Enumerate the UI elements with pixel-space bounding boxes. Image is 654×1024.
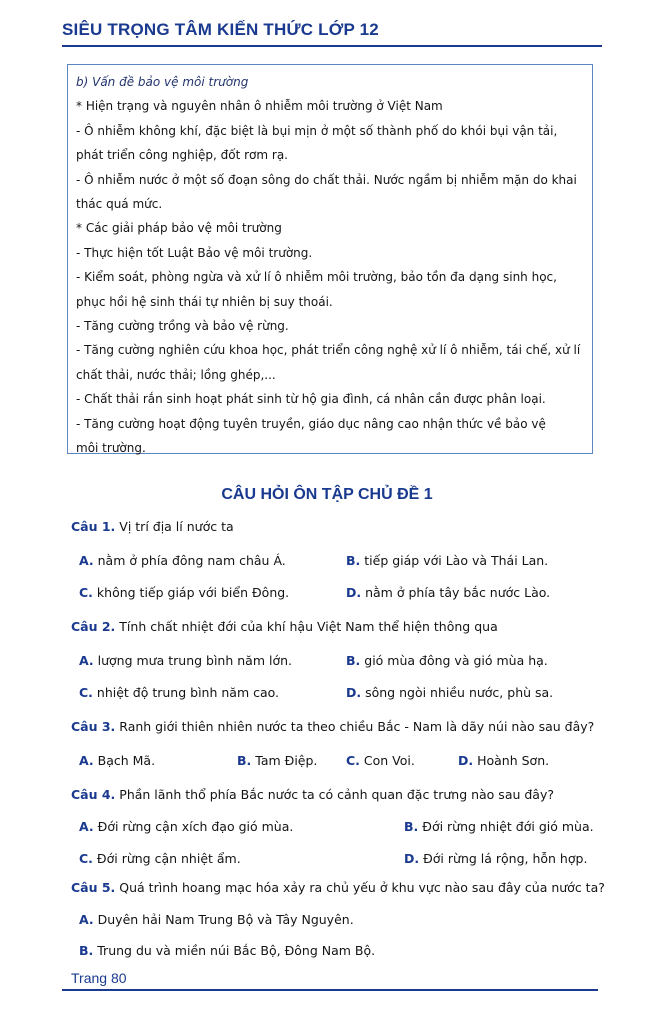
question-4 bbox=[71, 787, 554, 802]
option-label: B. bbox=[346, 553, 361, 568]
box-line: - Kiểm soát, phòng ngừa và xử lí ô nhiễm môi trường, bảo tồn đa dạng sinh học, bbox=[76, 270, 557, 285]
page-number: Trang 80 bbox=[71, 970, 127, 986]
box-subheading: b) Vấn đề bảo vệ môi trường bbox=[76, 75, 249, 89]
option-text: Đới rừng cận xích đạo gió mùa. bbox=[93, 819, 294, 834]
option-text: Đới rừng lá rộng, hỗn hợp. bbox=[419, 851, 588, 866]
option-label: A. bbox=[79, 753, 94, 768]
question-text: Quá trình hoang mạc hóa xảy ra chủ yếu ở khu vực nào sau đây của nước ta? bbox=[115, 880, 605, 895]
option-1a bbox=[79, 553, 286, 568]
option-1d bbox=[346, 585, 550, 600]
box-line: - Ô nhiễm nước ở một số đoạn sông do chất thải. Nước ngầm bị nhiễm mặn do khai bbox=[76, 172, 577, 187]
option-3d bbox=[458, 753, 549, 768]
question-label: Câu 1. bbox=[71, 519, 116, 534]
option-text: Tam Điệp. bbox=[251, 753, 318, 768]
page-header bbox=[62, 20, 602, 40]
option-text: Trung du và miền núi Bắc Bộ, Đông Nam Bộ. bbox=[93, 943, 376, 958]
box-line: * Các giải pháp bảo vệ môi trường bbox=[76, 221, 282, 236]
question-text: Vị trí địa lí nước ta bbox=[115, 519, 234, 534]
summary-box bbox=[67, 64, 593, 454]
box-line: - Tăng cường trồng và bảo vệ rừng. bbox=[76, 319, 289, 334]
option-text: sông ngòi nhiều nước, phù sa. bbox=[361, 685, 554, 700]
box-line: phục hồi hệ sinh thái tự nhiên bị suy thoái. bbox=[76, 294, 333, 309]
section-title: CÂU HỎI ÔN TẬP CHỦ ĐỀ 1 bbox=[221, 486, 433, 503]
question-label: Câu 3. bbox=[71, 719, 116, 734]
option-text: Đới rừng nhiệt đới gió mùa. bbox=[418, 819, 594, 834]
option-label: C. bbox=[346, 753, 360, 768]
option-label: A. bbox=[79, 912, 94, 927]
option-label: B. bbox=[346, 653, 361, 668]
box-line: - Chất thải rắn sinh hoạt phát sinh từ hộ gia đình, cá nhân cần được phân loại. bbox=[76, 392, 546, 407]
option-text: Đới rừng cận nhiệt ẩm. bbox=[92, 851, 241, 866]
option-4a bbox=[79, 819, 293, 834]
option-2b bbox=[346, 653, 548, 668]
option-text: Con Voi. bbox=[359, 753, 415, 768]
option-text: tiếp giáp với Lào và Thái Lan. bbox=[360, 553, 549, 568]
option-label: C. bbox=[79, 585, 93, 600]
option-label: B. bbox=[404, 819, 419, 834]
option-2c bbox=[79, 685, 279, 700]
header-divider bbox=[62, 45, 602, 47]
option-4b bbox=[404, 819, 594, 834]
question-text: Ranh giới thiên nhiên nước ta theo chiều Bắc - Nam là dãy núi nào sau đây? bbox=[115, 719, 595, 734]
question-label: Câu 5. bbox=[71, 880, 116, 895]
option-3c bbox=[346, 753, 415, 768]
box-line: chất thải, nước thải; lồng ghép,... bbox=[76, 367, 276, 382]
option-4d bbox=[404, 851, 587, 866]
option-text: nằm ở phía đông nam châu Á. bbox=[93, 553, 286, 568]
option-label: D. bbox=[458, 753, 474, 768]
box-line: - Ô nhiễm không khí, đặc biệt là bụi mịn ở một số thành phố do khói bụi vận tải, bbox=[76, 123, 558, 138]
option-text: lượng mưa trung bình năm lớn. bbox=[93, 653, 293, 668]
question-2 bbox=[71, 619, 498, 634]
option-2a bbox=[79, 653, 292, 668]
option-label: C. bbox=[79, 685, 93, 700]
option-label: A. bbox=[79, 553, 94, 568]
option-text: Bạch Mã. bbox=[93, 753, 156, 768]
option-text: nhiệt độ trung bình năm cao. bbox=[92, 685, 280, 700]
option-label: D. bbox=[346, 585, 362, 600]
box-line: * Hiện trạng và nguyên nhân ô nhiễm môi trường ở Việt Nam bbox=[76, 99, 443, 114]
box-line: - Thực hiện tốt Luật Bảo vệ môi trường. bbox=[76, 245, 313, 260]
option-text: Duyên hải Nam Trung Bộ và Tây Nguyên. bbox=[93, 912, 354, 927]
footer-divider bbox=[62, 989, 598, 991]
book-title: SIÊU TRỌNG TÂM KIẾN THỨC LỚP 12 bbox=[62, 20, 379, 39]
option-3a bbox=[79, 753, 155, 768]
box-line: - Tăng cường hoạt động tuyên truyền, giáo dục nâng cao nhận thức về bảo vệ bbox=[76, 416, 546, 431]
box-line: - Tăng cường nghiên cứu khoa học, phát triển công nghệ xử lí ô nhiễm, tái chế, xử lí bbox=[76, 343, 581, 358]
option-label: C. bbox=[79, 851, 93, 866]
option-label: B. bbox=[237, 753, 252, 768]
question-3 bbox=[71, 719, 594, 734]
question-label: Câu 2. bbox=[71, 619, 116, 634]
option-5a bbox=[79, 912, 354, 927]
option-1c bbox=[79, 585, 289, 600]
option-label: B. bbox=[79, 943, 94, 958]
box-line: thác quá mức. bbox=[76, 197, 163, 212]
option-2d bbox=[346, 685, 553, 700]
question-1 bbox=[71, 519, 234, 534]
option-3b bbox=[237, 753, 317, 768]
option-label: D. bbox=[346, 685, 362, 700]
option-text: nằm ở phía tây bắc nước Lào. bbox=[361, 585, 551, 600]
option-label: A. bbox=[79, 653, 94, 668]
option-4c bbox=[79, 851, 241, 866]
option-label: D. bbox=[404, 851, 420, 866]
option-text: gió mùa đông và gió mùa hạ. bbox=[360, 653, 548, 668]
option-text: không tiếp giáp với biển Đông. bbox=[92, 585, 290, 600]
question-label: Câu 4. bbox=[71, 787, 116, 802]
option-text: Hoành Sơn. bbox=[473, 753, 550, 768]
option-label: A. bbox=[79, 819, 94, 834]
option-1b bbox=[346, 553, 548, 568]
box-line: môi trường. bbox=[76, 441, 146, 456]
box-line: phát triển công nghiệp, đốt rơm rạ. bbox=[76, 148, 288, 163]
option-5b bbox=[79, 943, 375, 958]
question-5 bbox=[71, 880, 605, 895]
question-text: Phần lãnh thổ phía Bắc nước ta có cảnh quan đặc trưng nào sau đây? bbox=[115, 787, 555, 802]
question-text: Tính chất nhiệt đới của khí hậu Việt Nam thể hiện thông qua bbox=[115, 619, 498, 634]
